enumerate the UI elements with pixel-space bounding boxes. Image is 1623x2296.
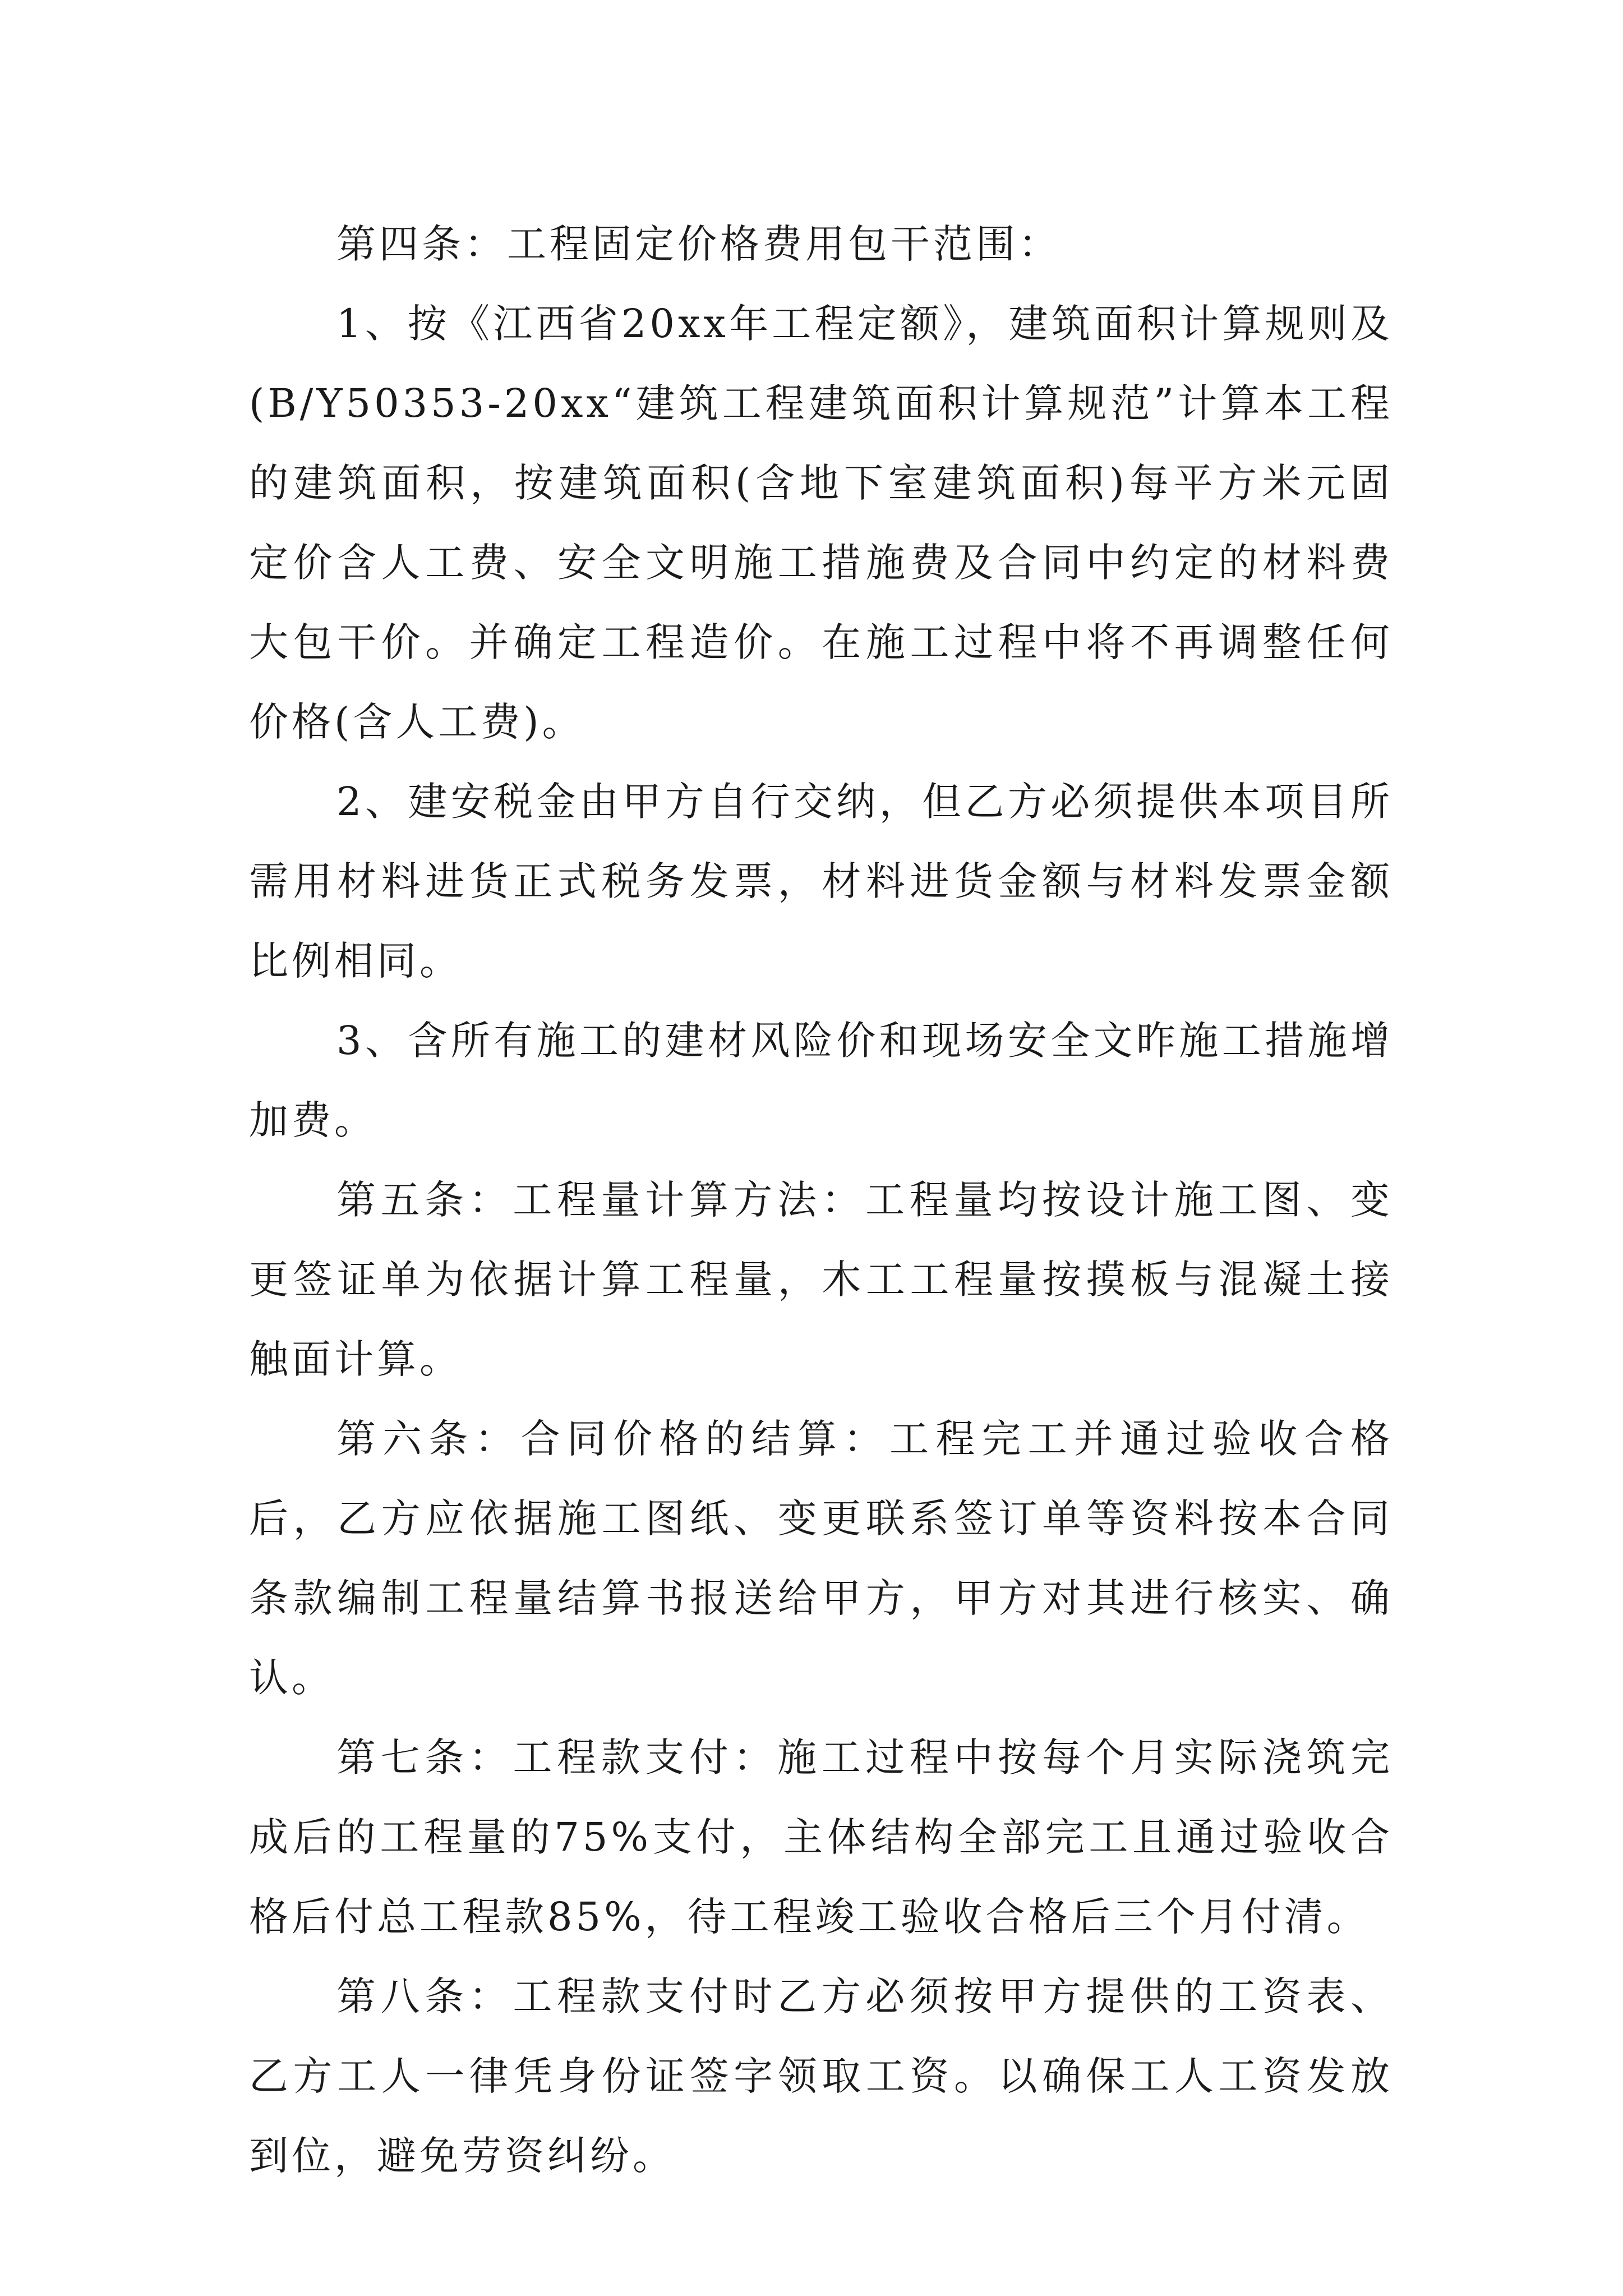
- paragraph-article-8: 第八条：工程款支付时乙方必须按甲方提供的工资表、乙方工人一律凭身份证签字领取工资。以确保工人工资发放到位，避免劳资纠纷。: [249, 1973, 1393, 2179]
- paragraph-article-5: 第五条：工程量计算方法：工程量均按设计施工图、变更签证单为依据计算工程量，木工工程量按摸板与混凝土接触面计算。: [249, 1177, 1393, 1382]
- document-body: [249, 204, 1393, 2196]
- paragraph-item-2: 2、建安税金由甲方自行交纳，但乙方必须提供本项目所需用材料进货正式税务发票，材料进货金额与材料发票金额比例相同。: [249, 779, 1393, 984]
- paragraph-article-7: 第七条：工程款支付：施工过程中按每个月实际浇筑完成后的工程量的75%支付，主体结构全部完工且通过验收合格后付总工程款85%，待工程竣工验收合格后三个月付清。: [249, 1734, 1393, 1940]
- paragraph-item-3: 3、含所有施工的建材风险价和现场安全文昨施工措施增加费。: [249, 1018, 1393, 1143]
- paragraph-article-4-heading: 第四条：工程固定价格费用包干范围：: [336, 221, 1061, 267]
- paragraph-item-1: 1、按《江西省20xx年工程定额》，建筑面积计算规则及(B/Y50353-20xx“建筑工程建筑面积计算规范”计算本工程的建筑面积，按建筑面积(含地下室建筑面积)每平方米元固定价含人工费、安全文明施工措施费及合同中约定的材料费大包干价。并确定工程造价。在施工过程中将不再调整任何价格(含人工费)。: [249, 301, 1393, 745]
- paragraph-article-6: 第六条：合同价格的结算：工程完工并通过验收合格后，乙方应依据施工图纸、变更联系签订单等资料按本合同条款编制工程量结算书报送给甲方，甲方对其进行核实、确认。: [249, 1416, 1393, 1701]
